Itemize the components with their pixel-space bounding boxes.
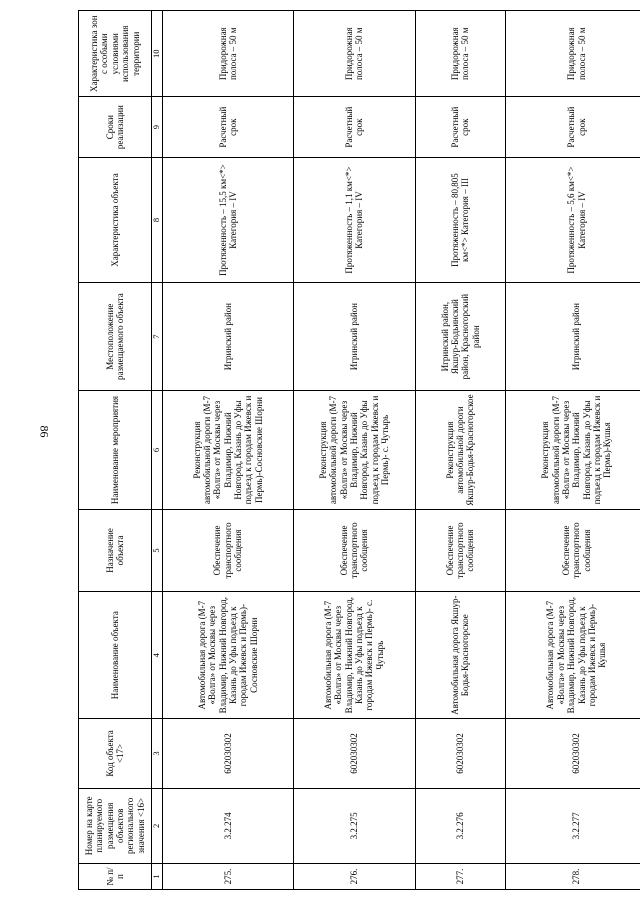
- cell-zones: Придорожная полоса – 50 м: [293, 11, 415, 97]
- cell-zones: Придорожная полоса – 50 м: [506, 11, 640, 97]
- cell-action: Реконструкция автомобильной дороги (М-7 «Волга» от Москвы через Владимир, Нижний Новгород, Казань до Уфы подъезд к городам Ижевск и Пермь)-Сосновские Шорни: [163, 391, 294, 510]
- cell-location: Игринский район: [506, 283, 640, 391]
- column-number: 5: [152, 509, 163, 591]
- table-row: [293, 11, 415, 890]
- header-cell-purpose: Назначение объекта: [79, 509, 152, 591]
- cell-purpose: Обеспечение транспортного сообщения: [415, 509, 506, 591]
- cell-location: Игринский район: [293, 283, 415, 391]
- cell-purpose: Обеспечение транспортного сообщения: [293, 509, 415, 591]
- cell-location: Игринский район, Якшур-Бодьинский район, Красногорский район: [415, 283, 506, 391]
- column-number: 8: [152, 157, 163, 282]
- cell-characteristic: Протяженность – 15,5 км<*> Категория – IV: [163, 157, 294, 282]
- header-cell-location: Местоположение размещаемого объекта: [79, 283, 152, 391]
- cell-zones: Придорожная полоса – 50 м: [415, 11, 506, 97]
- cell-term: Расчетный срок: [293, 97, 415, 157]
- cell-term: Расчетный срок: [506, 97, 640, 157]
- table-row: [415, 11, 506, 890]
- column-number: 9: [152, 97, 163, 157]
- column-number: 1: [152, 864, 163, 890]
- cell-map-number: 3.2.274: [163, 788, 294, 864]
- column-number: 10: [152, 11, 163, 97]
- page-number: 86: [37, 425, 52, 438]
- column-number: 4: [152, 591, 163, 718]
- column-number: 6: [152, 391, 163, 510]
- cell-action: Реконструкция автомобильной дороги Якшур-Бодья-Красногорское: [415, 391, 506, 510]
- cell-map-number: 3.2.277: [506, 788, 640, 864]
- cell-location: Игринский район: [163, 283, 294, 391]
- cell-characteristic: Протяженность – 80,805 км<*> Категория – III: [415, 157, 506, 282]
- cell-num: 278.: [506, 864, 640, 890]
- column-number: 2: [152, 788, 163, 864]
- cell-num: 275.: [163, 864, 294, 890]
- cell-num: 276.: [293, 864, 415, 890]
- cell-name: Автомобильная дорога (М-7 «Волга» от Москвы через Владимир, Нижний Новгород, Казань до Уфы подъезд к городам Ижевск и Пермь)-Сосновские Шорни: [163, 591, 294, 718]
- cell-name: Автомобильная дорога Якшур-Бодья-Красногорское: [415, 591, 506, 718]
- column-number: 3: [152, 719, 163, 788]
- column-number-row: [152, 11, 163, 890]
- table-row: [163, 11, 294, 890]
- objects-table: [78, 10, 640, 890]
- header-cell-action: Наименование мероприятия: [79, 391, 152, 510]
- cell-name: Автомобильная дорога (М-7 «Волга» от Москвы через Владимир, Нижний Новгород, Казань до Уфы подъезд к городам Ижевск и Пермь)- с. Чутырь: [293, 591, 415, 718]
- header-cell-zones: Характеристика зон с особыми условиями использования территории: [79, 11, 152, 97]
- cell-term: Расчетный срок: [163, 97, 294, 157]
- cell-code: 602030302: [415, 719, 506, 788]
- cell-action: Реконструкция автомобильной дороги (М-7 «Волга» от Москвы через Владимир, Нижний Новгород, Казань до Уфы подъезд к городам Ижевск и Пермь)-Кушья: [506, 391, 640, 510]
- header-cell-characteristic: Характеристика объекта: [79, 157, 152, 282]
- cell-map-number: 3.2.275: [293, 788, 415, 864]
- header-row: [79, 11, 152, 890]
- header-cell-map-number: Номер на карте планируемого размещения объектов регионального значения <16>: [79, 788, 152, 864]
- cell-characteristic: Протяженность – 5,6 км<*> Категория – IV: [506, 157, 640, 282]
- cell-zones: Придорожная полоса – 50 м: [163, 11, 294, 97]
- cell-num: 277.: [415, 864, 506, 890]
- cell-purpose: Обеспечение транспортного сообщения: [506, 509, 640, 591]
- header-cell-num: № п/п: [79, 864, 152, 890]
- cell-code: 602030302: [163, 719, 294, 788]
- header-cell-code: Код объекта <17>: [79, 719, 152, 788]
- table-row: [506, 11, 640, 890]
- cell-characteristic: Протяженность – 1,1 км<*> Категория – IV: [293, 157, 415, 282]
- header-cell-name: Наименование объекта: [79, 591, 152, 718]
- cell-map-number: 3.2.276: [415, 788, 506, 864]
- rotated-table-container: [78, 10, 640, 890]
- cell-purpose: Обеспечение транспортного сообщения: [163, 509, 294, 591]
- header-cell-term: Сроки реализации: [79, 97, 152, 157]
- cell-action: Реконструкция автомобильной дороги (М-7 «Волга» от Москвы через Владимир, Нижний Новгород, Казань до Уфы подъезд к городам Ижевск и Пермь)- с. Чутырь: [293, 391, 415, 510]
- cell-code: 602030302: [506, 719, 640, 788]
- cell-name: Автомобильная дорога (М-7 «Волга» от Москвы через Владимир, Нижний Новгород, Казань до Уфы подъезд к городам Ижевск и Пермь)-Кушья: [506, 591, 640, 718]
- cell-code: 602030302: [293, 719, 415, 788]
- column-number: 7: [152, 283, 163, 391]
- cell-term: Расчетный срок: [415, 97, 506, 157]
